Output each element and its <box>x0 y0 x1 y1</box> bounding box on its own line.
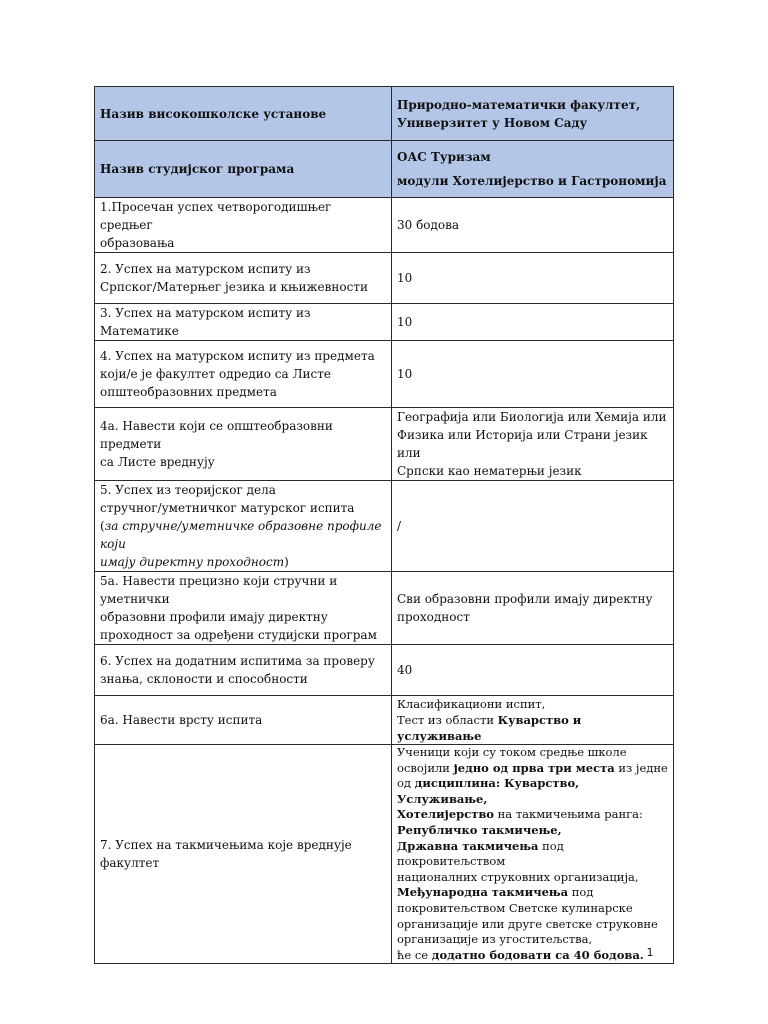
table-row <box>95 645 674 696</box>
row-label: 6а. Навести врсту испита <box>95 696 392 745</box>
institution-value: Природно-математички факултет, Универзитет у Новом Саду <box>392 87 674 141</box>
row-value: Сви образовни профили имају директну проходност <box>392 572 674 645</box>
row-label: 3. Успех на матурском испиту из Математике <box>95 304 392 341</box>
table-row <box>95 745 674 964</box>
row-value: 10 <box>392 304 674 341</box>
page-number: 1 <box>646 946 654 959</box>
program-value: ОАС Туризам модули Хотелијерство и Гастрономија <box>392 141 674 198</box>
table-row <box>95 696 674 745</box>
row-value: Класификациони испит, Тест из области Куварство и услуживање <box>392 696 674 745</box>
row-value: Ученици који су током средње школе освојили једно од прва три места из једне од дисциплина: Куварство, Услуживање, Хотелијерство на такмичењима ранга: Републичко такмичење, Државна такмичења под покровитељством националних струковних организација, Међународна такмичења под покровитељством Светске кулинарске организације или друге светске струковне организације из угоститељства, ће се додатно бодовати са 40 бодова. <box>392 745 674 964</box>
row-label: 7. Успех на такмичењима које вреднује факултет <box>95 745 392 964</box>
table-row <box>95 341 674 408</box>
row-value: 10 <box>392 253 674 304</box>
table-row <box>95 141 674 198</box>
table-row <box>95 408 674 481</box>
row-value: 30 бодова <box>392 198 674 253</box>
row-label: 5. Успех из теоријског дела стручног/уметничког матурског испита (за стручне/уметничке образовне профиле који имају директну проходност) <box>95 481 392 572</box>
row-label: 2. Успех на матурском испиту из Српског/Матерњег језика и књижевности <box>95 253 392 304</box>
row-value: 40 <box>392 645 674 696</box>
table-row <box>95 481 674 572</box>
row-label: 6. Успех на додатним испитима за проверу знања, склоности и способности <box>95 645 392 696</box>
row-label: 4а. Навести који се општеобразовни предмети са Листе вреднују <box>95 408 392 481</box>
row-value: Географија или Биологија или Хемија или Физика или Историја или Страни језик или Српски као нематерњи језик <box>392 408 674 481</box>
row-value: 10 <box>392 341 674 408</box>
table-row <box>95 253 674 304</box>
row-label: 4. Успех на матурском испиту из предмета који/е је факултет одредио са Листе општеобразовних предмета <box>95 341 392 408</box>
table-row <box>95 572 674 645</box>
table-row <box>95 304 674 341</box>
institution-label: Назив високошколске установе <box>95 87 392 141</box>
table-row <box>95 198 674 253</box>
table-row <box>95 87 674 141</box>
row-label: 1.Просечан успех четворогодишњег средњег образовања <box>95 198 392 253</box>
program-label: Назив студијског програма <box>95 141 392 198</box>
row-label: 5а. Навести прецизно који стручни и уметнички образовни профили имају директну проходност за одређени студијски програм <box>95 572 392 645</box>
admission-criteria-table <box>94 86 674 964</box>
row-value: / <box>392 481 674 572</box>
